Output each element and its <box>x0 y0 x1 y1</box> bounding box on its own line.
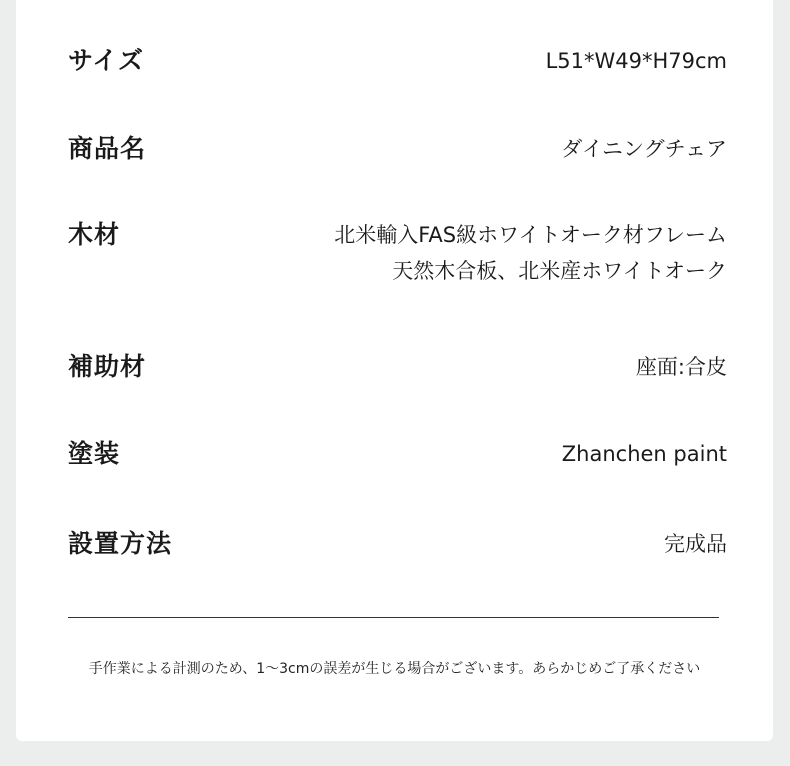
spec-value <box>636 349 727 385</box>
spec-value-line: 完成品 <box>664 532 727 556</box>
divider <box>68 617 719 618</box>
spec-value <box>546 43 727 79</box>
spec-value <box>334 217 727 289</box>
spec-label: 商品名 <box>68 134 147 163</box>
spec-card <box>16 0 773 741</box>
spec-label: 木材 <box>68 220 121 249</box>
measurement-note: 手作業による計測のため、1〜3cmの誤差が生じる場合がございます。あらかじめご了承ください <box>88 661 701 677</box>
spec-value <box>664 526 727 562</box>
spec-label: 補助材 <box>68 352 147 381</box>
spec-label: 塗装 <box>68 439 121 468</box>
spec-label: 設置方法 <box>68 529 173 558</box>
spec-value <box>562 436 727 472</box>
spec-value-line: Zhanchen paint <box>561 442 727 466</box>
spec-value-line: 座面:合皮 <box>635 355 727 379</box>
spec-value-line: 北米輸入FAS級ホワイトオーク材フレーム <box>334 223 727 247</box>
spec-value-line: 天然木合板、北米産ホワイトオーク <box>392 259 727 283</box>
spec-value <box>561 131 727 167</box>
spec-value-line: L51*W49*H79cm <box>545 49 727 73</box>
spec-value-line: ダイニングチェア <box>561 137 727 161</box>
spec-label: サイズ <box>68 46 145 75</box>
